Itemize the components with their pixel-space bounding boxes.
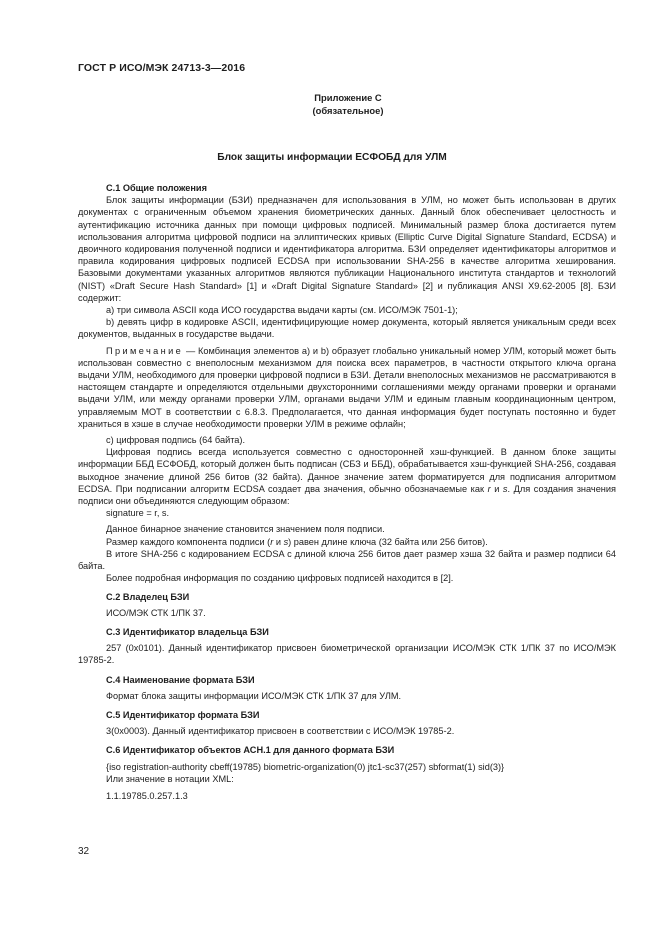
annex-type: (обязательное) <box>312 105 384 116</box>
variable-r: r <box>487 483 491 494</box>
section-c2-heading: С.2 Владелец БЗИ <box>106 591 190 602</box>
annex-main-title: Блок защиты информации ЕСФОБД для УЛМ <box>217 152 447 163</box>
list-item-a: а) три символа ASCII кода ИСО государства выдачи карты (см. ИСО/МЭК 7501-1); <box>106 305 458 316</box>
document-body <box>78 182 616 802</box>
section-c6-xml-label: Или значение в нотации XML: <box>106 773 234 784</box>
page-number: 32 <box>78 846 90 857</box>
text-run: и <box>273 536 284 547</box>
section-c5-heading: С.5 Идентификатор формата БЗИ <box>106 709 260 720</box>
standard-header: ГОСТ Р ИСО/МЭК 24713-3—2016 <box>78 62 246 74</box>
text-run: Цифровая подпись всегда используется совместно с односторонней хэш-функцией. В данном блоке защиты информации ББД ЕСФОБД, который должен быть подписан (СБЗ и ББД), обрабатывается хэш-функцией SHA-256, создавая выходное значение длиной 256 битов (32 байта). Данное значение затем форматируется для подписания алгоритмом ECDSA. При подписании алгоритм ECDSA создает два значения, обычно обозначаемые как <box>78 447 616 494</box>
paragraph: Данное бинарное значение становится значением поля подписи. <box>106 524 385 535</box>
section-c3-text: 257 (0x0101). Данный идентификатор присвоен биометрической организации ИСО/МЭК СТК 1/ПК 37 по ИСО/МЭК 19785-2. <box>78 643 616 666</box>
formula: signature = r, s. <box>106 508 170 519</box>
variable-r: r <box>270 536 274 547</box>
paragraph: Более подробная информация по созданию цифровых подписей находится в [2]. <box>106 573 454 584</box>
paragraph <box>78 446 616 507</box>
text-run: Размер каждого компонента подписи ( <box>106 536 271 547</box>
paragraph: Блок защиты информации (БЗИ) предназначен для использования в УЛМ, но может быть использован в других документах с ограниченным объемом хранения биометрических данных. Данный блок обеспечивает целостность и аутентификацию источника данных при помощи цифровых подписей. Минимальный размер блока достигается путем использования алгоритма цифровой подписи на эллиптических кривых (Elliptic Curve Digital Signature Standard, ECDSA) и двоичного кодирования полученной подписи и идентификатора алгоритма. БЗИ определяет идентификаторы алгоритмов и правила кодирования цифровых подписей ECDSA при использовании SHA-256 в качестве алгоритма хеширования. Базовыми документами указанных алгоритмов являются публикации Национального института стандартов и технологий (NIST) «Draft Secure Hash Standard» [1] и «Draft Digital Signature Standard» [2] и публикация ANSI X9.62-2005 [8]. БЗИ содержит: <box>78 195 616 303</box>
note-label: Примечание <box>106 345 184 356</box>
text-run: и <box>490 483 503 494</box>
section-c4-heading: С.4 Наименование формата БЗИ <box>106 674 255 685</box>
variable-s: s <box>283 536 289 547</box>
section-c6-xml-value: 1.1.19785.0.257.1.3 <box>106 790 188 801</box>
list-item-c: с) цифровая подпись (64 байта). <box>106 435 246 446</box>
section-c1-heading: С.1 Общие положения <box>106 183 207 193</box>
section-c6-oid: {iso registration-authority cbeff(19785) biometric-organization(0) jtc1-sc37(257) sbformat(1) sid(3)} <box>106 761 505 772</box>
paragraph <box>78 536 616 548</box>
section-c3-heading: С.3 Идентификатор владельца БЗИ <box>106 626 269 637</box>
section-c5-text: 3(0x0003). Данный идентификатор присвоен в соответствии с ИСО/МЭК 19785-2. <box>106 726 455 737</box>
section-c4-text: Формат блока защиты информации ИСО/МЭК СТК 1/ПК 37 для УЛМ. <box>106 690 402 701</box>
note <box>78 345 616 430</box>
text-run: . Для создания значения подписи они объединяются следующим образом: <box>78 483 616 507</box>
annex-title: Приложение С <box>314 92 382 103</box>
text-run: ) равен длине ключа (32 байта или 256 битов). <box>288 536 488 547</box>
paragraph: В итоге SHA-256 с кодированием ECDSA с длиной ключа 256 битов дает размер хэша 32 байта и размер подписи 64 байта. <box>78 548 616 572</box>
note-text: — Комбинация элементов а) и b) образует глобально уникальный номер УЛМ, который может быть использован совместно с внеполосным механизмом для поиска всех параметров, в частности открытого ключа органа выдачи УЛМ, необходимого для проверки цифровой подписи в БЗИ. Детали внеполосных механизмов не рассматриваются в настоящем стандарте и определяются отдельными двухсторонними соглашениями между органами проверки и органами выдачи УЛМ, или между органами проверки УЛМ, органами выдачи УЛМ и единым главным координационным центром, управляемым МОТ в соответствии с 6.8.3. Предполагается, что данная информация будет поступать постоянно и будет храниться в хэше в случае необходимости проверки УЛМ в режиме офлайн; <box>78 345 616 429</box>
list-item-b: b) девять цифр в кодировке ASCII, идентифицирующие номер документа, который является уникальным среди всех документов, выданных в государстве выдачи. <box>78 317 616 340</box>
section-c6-heading: С.6 Идентификатор объектов АСН.1 для данного формата БЗИ <box>106 745 395 756</box>
variable-s: s <box>502 483 508 494</box>
section-c2-text: ИСО/МЭК СТК 1/ПК 37. <box>106 607 206 618</box>
